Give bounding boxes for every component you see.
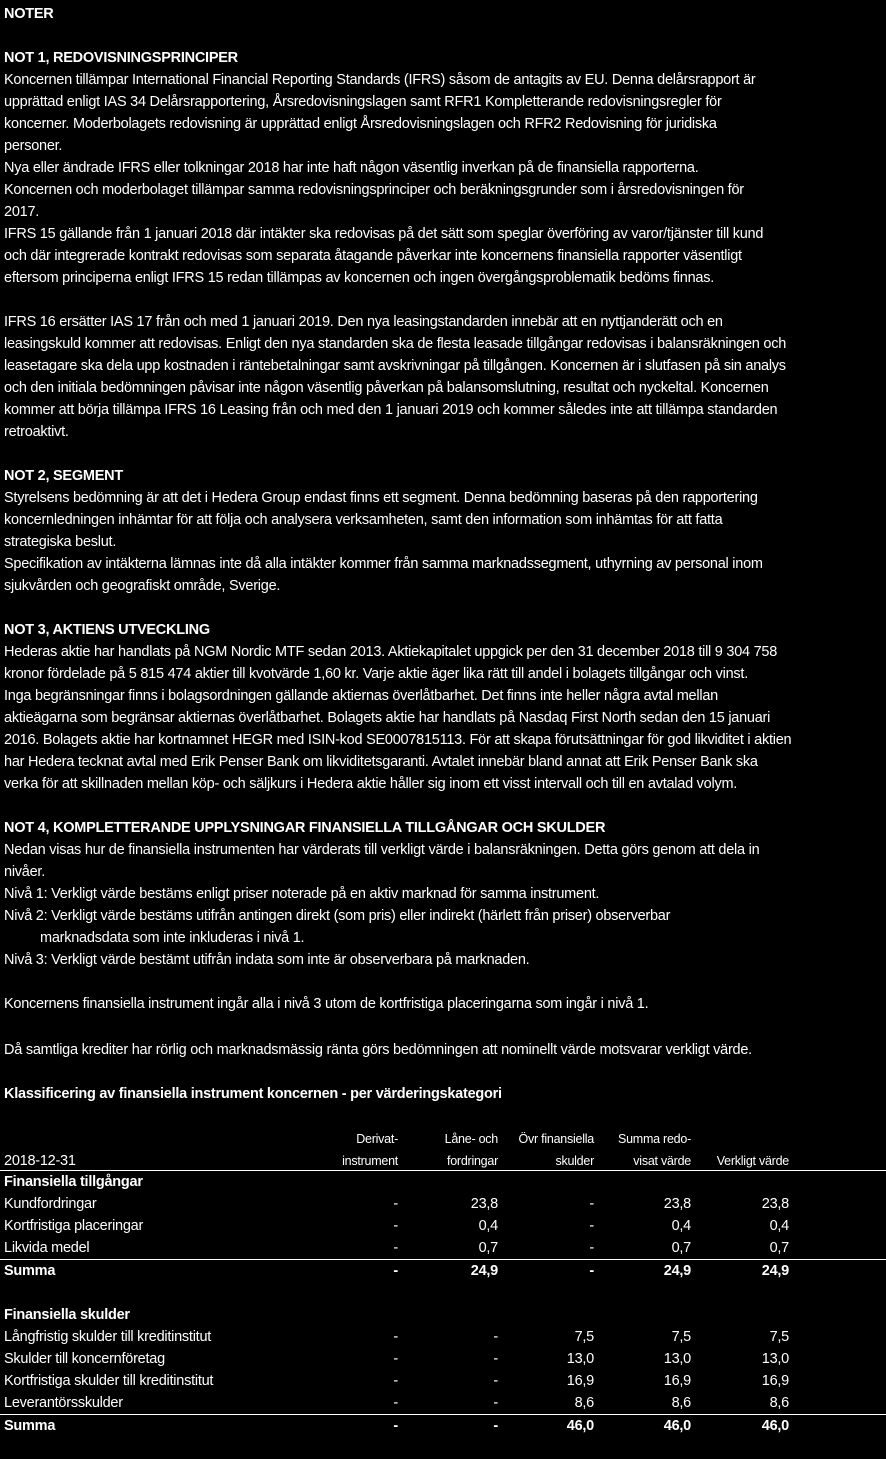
note3-line: kronor fördelade på 5 815 474 aktier till kvotvärde 1,60 kr. Varje aktie äger lika rätt till andel i bolagets tillgångar och vinst.: [4, 666, 748, 682]
cell-value: -: [493, 1329, 498, 1345]
note4-paragraph: Koncernens finansiella instrument ingår alla i nivå 3 utom de kortfristiga placeringarna som ingår i nivå 1.: [4, 996, 649, 1012]
note2-line: koncernledningen inhämtar för att följa och analysera verksamheten, samt den information som inhämtas för att fatta: [4, 512, 723, 528]
cell-value: 16,9: [663, 1373, 691, 1389]
cell-value: -: [589, 1263, 594, 1279]
cell-value: 46,0: [663, 1418, 691, 1434]
cell-value: 7,5: [769, 1329, 789, 1345]
note4-title: NOT 4, KOMPLETTERANDE UPPLYSNINGAR FINANSIELLA TILLGÅNGAR OCH SKULDER: [4, 820, 606, 836]
cell-value: 7,5: [671, 1329, 691, 1345]
cell-value: 13,0: [761, 1351, 789, 1367]
note3-line: verka för att skillnaden mellan köp- och säljkurs i Hedera aktie håller sig inom ett visst intervall och till en avtalad volym.: [4, 776, 738, 792]
row-label: Kundfordringar: [4, 1196, 97, 1212]
table-divider: [0, 1259, 886, 1260]
note3-title: NOT 3, AKTIENS UTVECKLING: [4, 622, 210, 638]
cell-value: 0,7: [769, 1240, 789, 1256]
liabilities-section-title: Finansiella skulder: [4, 1307, 130, 1323]
note1-line: leasetagare ska dela upp kostnaden i räntebetalningar samt avskrivningar på tillgången. Koncernen är i slutfasen på sin analys: [4, 358, 786, 374]
cell-value: 24,9: [761, 1263, 789, 1279]
cell-value: 23,8: [663, 1196, 691, 1212]
col-header-ovr: skulder: [555, 1154, 594, 1168]
cell-value: 0,7: [671, 1240, 691, 1256]
note1-line: IFRS 16 ersätter IAS 17 från och med 1 januari 2019. Den nya leasingstandarden innebär att en nyttjanderätt och en: [4, 314, 723, 330]
note3-line: Inga begränsningar finns i bolagsordningen gällande aktiernas överlåtbarhet. Det finns inte heller några avtal mellan: [4, 688, 718, 704]
col-header-lane: fordringar: [447, 1154, 498, 1168]
cell-value: 0,4: [671, 1218, 691, 1234]
cell-value: -: [393, 1196, 398, 1212]
note1-line: kommer att börja tillämpa IFRS 16 Leasing från och med den 1 januari 2019 och kommer således inte att tillämpa standarden: [4, 402, 778, 418]
cell-value: 13,0: [566, 1351, 594, 1367]
col-header-ovr: Övr finansiella: [518, 1132, 594, 1146]
cell-value: -: [493, 1395, 498, 1411]
cell-value: 0,4: [478, 1218, 498, 1234]
cell-value: -: [393, 1240, 398, 1256]
note1-line: IFRS 15 gällande från 1 januari 2018 där intäkter ska redovisas på det sätt som speglar överföring av varor/tjänster till kund: [4, 226, 764, 242]
note1-line: Koncernen tillämpar International Financial Reporting Standards (IFRS) såsom de antagits av EU. Denna delårsrapport är: [4, 72, 756, 88]
cell-value: -: [393, 1329, 398, 1345]
note1-line: och den initiala bedömningen påvisar inte någon väsentlig påverkan på balansomslutning, resultat och nyckeltal. Koncernen: [4, 380, 769, 396]
row-label: Leverantörsskulder: [4, 1395, 123, 1411]
row-label: Summa: [4, 1263, 56, 1279]
note4-indent-line: marknadsdata som inte inkluderas i nivå 1.: [40, 930, 305, 946]
cell-value: 24,9: [470, 1263, 498, 1279]
note4-paragraph: Då samtliga krediter har rörlig och marknadsmässig ränta görs bedömningen att nominellt värde motsvarar verkligt värde.: [4, 1042, 752, 1058]
cell-value: 23,8: [470, 1196, 498, 1212]
note3-line: har Hedera tecknat avtal med Erik Penser Bank om likviditetsgaranti. Avtalet innebär bland annat att Erik Penser Bank ska: [4, 754, 758, 770]
note1-line: koncerner. Moderbolagets redovisning är upprättad enligt Årsredovisningslagen och RFR2 Redovisning för juridiska: [4, 116, 717, 132]
cell-value: 24,9: [663, 1263, 691, 1279]
cell-value: -: [393, 1373, 398, 1389]
col-header-verkligt: Verkligt värde: [716, 1154, 789, 1168]
assets-section-title: Finansiella tillgångar: [4, 1174, 143, 1190]
note2-line: sjukvården och geografiskt område, Sverige.: [4, 578, 281, 594]
note4-line: Nivå 1: Verkligt värde bestäms enligt priser noterade på en aktiv marknad för samma instrument.: [4, 886, 600, 902]
note1-line: retroaktivt.: [4, 424, 69, 440]
col-header-summa: visat värde: [633, 1154, 691, 1168]
cell-value: 0,7: [478, 1240, 498, 1256]
note1-line: eftersom principerna enligt IFRS 15 redan tillämpas av koncernen och ingen övergångsproblematik bedöms finnas.: [4, 270, 714, 286]
note3-line: aktieägarna som begränsar aktiernas överlåtbarhet. Bolagets aktie har handlats på Nasdaq First North sedan den 15 januari: [4, 710, 771, 726]
cell-value: 16,9: [566, 1373, 594, 1389]
note1-line: Nya eller ändrade IFRS eller tolkningar 2018 har inte haft någon väsentlig inverkan på de finansiella rapporterna.: [4, 160, 699, 176]
cell-value: 8,6: [769, 1395, 789, 1411]
cell-value: -: [493, 1373, 498, 1389]
note4-line: nivåer.: [4, 864, 45, 880]
note4-line: Nedan visas hur de finansiella instrumenten har värderats till verkligt värde i balansräkningen. Detta görs genom att dela in: [4, 842, 760, 858]
note1-title: NOT 1, REDOVISNINGSPRINCIPER: [4, 50, 238, 66]
row-label: Skulder till koncernföretag: [4, 1351, 165, 1367]
cell-value: -: [493, 1418, 498, 1434]
col-header-derivat: Derivat-: [356, 1132, 398, 1146]
row-label: Likvida medel: [4, 1240, 90, 1256]
table-divider: [0, 1414, 886, 1415]
table-date: 2018-12-31: [4, 1153, 76, 1169]
note1-line: och där integrerade kontrakt redovisas som separata åtagande påverkar inte koncernens finansiella rapporter väsentligt: [4, 248, 742, 264]
note2-line: Specifikation av intäkterna lämnas inte då alla intäkter kommer från samma marknadssegment, uthyrning av personal inom: [4, 556, 763, 572]
cell-value: -: [393, 1395, 398, 1411]
note1-line: Koncernen och moderbolaget tillämpar samma redovisningsprinciper och beräkningsgrunder som i årsredovisningen för: [4, 182, 744, 198]
cell-value: 16,9: [761, 1373, 789, 1389]
note3-line: Hederas aktie har handlats på NGM Nordic MTF sedan 2013. Aktiekapitalet uppgick per den 31 december 2018 till 9 304 758: [4, 644, 778, 660]
note1-line: upprättad enligt IAS 34 Delårsrapportering, Årsredovisningslagen samt RFR1 Kompletterande redovisningsregler för: [4, 94, 722, 110]
note2-line: strategiska beslut.: [4, 534, 117, 550]
cell-value: -: [393, 1418, 398, 1434]
row-label: Kortfristiga skulder till kreditinstitut: [4, 1373, 214, 1389]
cell-value: 8,6: [574, 1395, 594, 1411]
col-header-summa: Summa redo-: [618, 1132, 691, 1146]
note1-line: leasingskuld kommer att redovisas. Enligt den nya standarden ska de flesta leasade tillgångar redovisas i balansräkningen och: [4, 336, 787, 352]
page-heading: NOTER: [4, 6, 54, 22]
row-label: Kortfristiga placeringar: [4, 1218, 144, 1234]
note1-line: personer.: [4, 138, 63, 154]
note2-title: NOT 2, SEGMENT: [4, 468, 123, 484]
note4-line: Nivå 2: Verkligt värde bestäms utifrån antingen direkt (som pris) eller indirekt (härlett från priser) observerbar: [4, 908, 671, 924]
cell-value: -: [393, 1263, 398, 1279]
note2-line: Styrelsens bedömning är att det i Hedera Group endast finns ett segment. Denna bedömning baseras på den rapportering: [4, 490, 758, 506]
col-header-derivat: instrument: [342, 1154, 398, 1168]
table-title: Klassificering av finansiella instrument koncernen - per värderingskategori: [4, 1086, 502, 1102]
note4-level3-line: Nivå 3: Verkligt värde bestämt utifrån indata som inte är observerbara på marknaden.: [4, 952, 530, 968]
cell-value: -: [589, 1218, 594, 1234]
cell-value: -: [393, 1218, 398, 1234]
cell-value: -: [493, 1351, 498, 1367]
cell-value: -: [393, 1351, 398, 1367]
note1-line: 2017.: [4, 204, 40, 220]
cell-value: 0,4: [769, 1218, 789, 1234]
cell-value: -: [589, 1196, 594, 1212]
col-header-lane: Låne- och: [444, 1132, 498, 1146]
cell-value: -: [589, 1240, 594, 1256]
row-label: Långfristig skulder till kreditinstitut: [4, 1329, 212, 1345]
cell-value: 46,0: [761, 1418, 789, 1434]
cell-value: 23,8: [761, 1196, 789, 1212]
note3-line: 2016. Bolagets aktie har kortnamnet HEGR med ISIN-kod SE0007815113. För att skapa förutsättningar för god likviditet i aktien: [4, 732, 792, 748]
row-label: Summa: [4, 1418, 56, 1434]
cell-value: 46,0: [566, 1418, 594, 1434]
cell-value: 13,0: [663, 1351, 691, 1367]
cell-value: 8,6: [671, 1395, 691, 1411]
cell-value: 7,5: [574, 1329, 594, 1345]
